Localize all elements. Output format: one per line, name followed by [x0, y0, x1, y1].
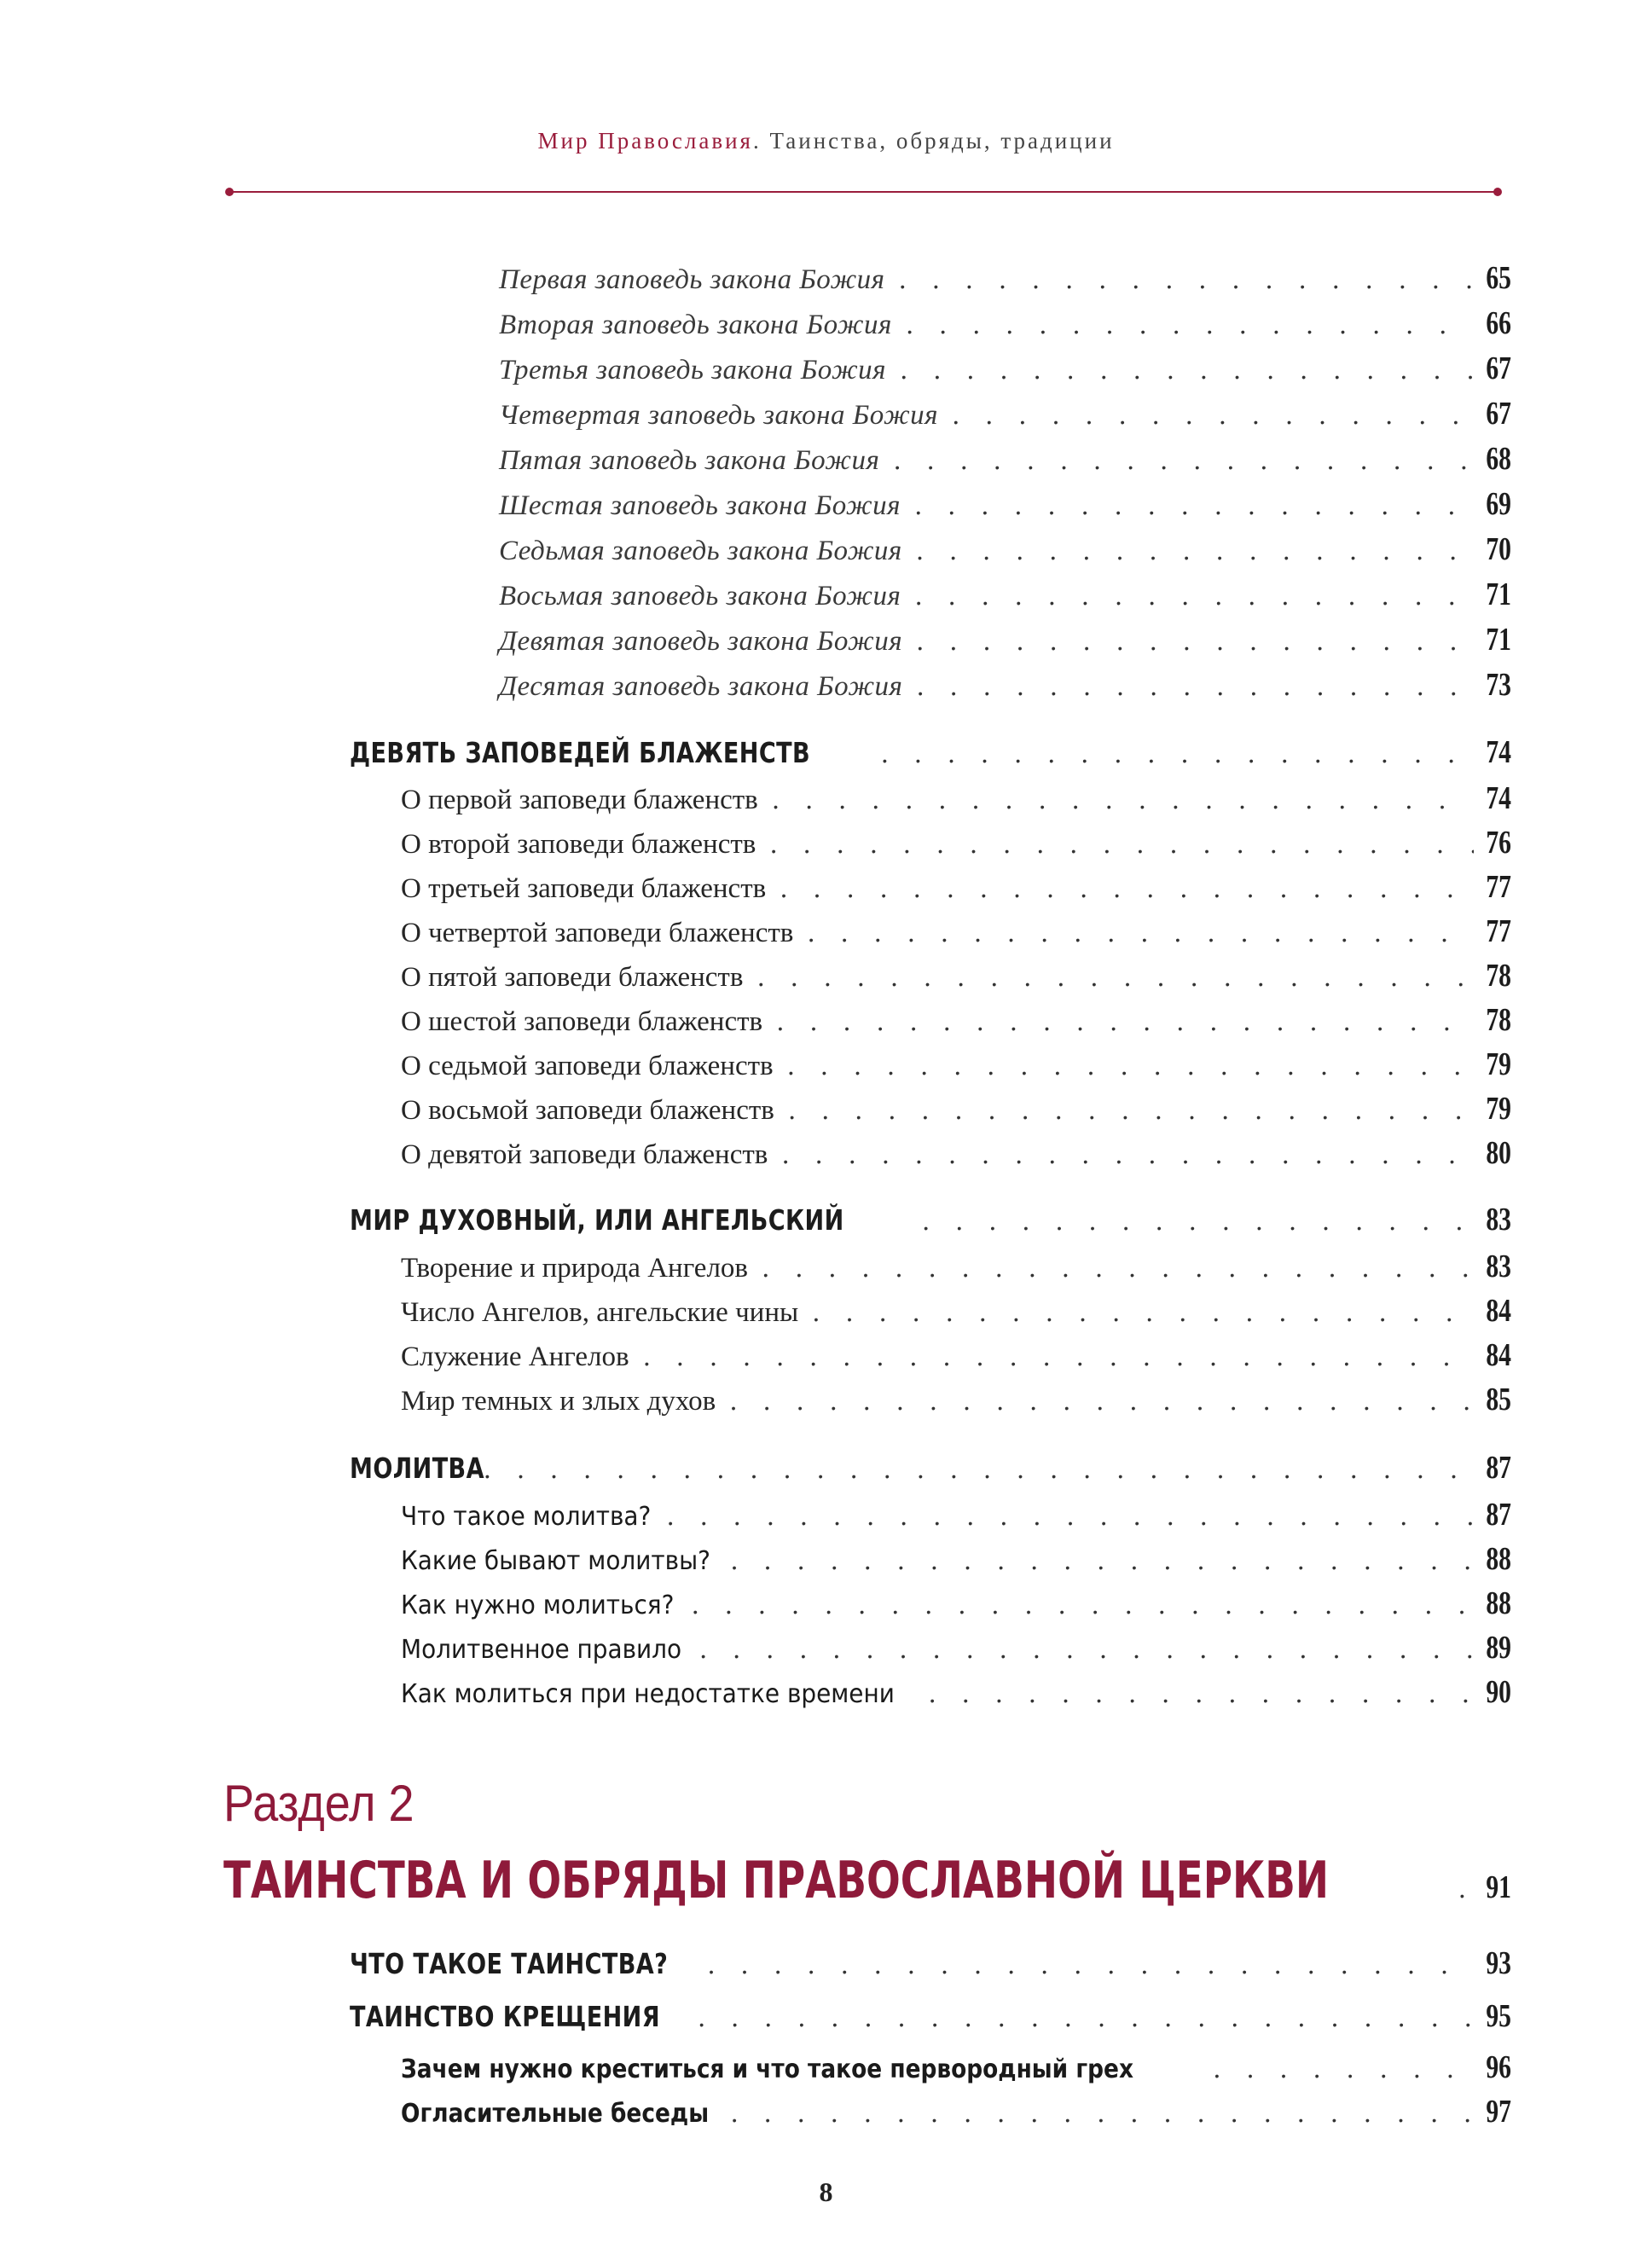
toc-entry[interactable] — [0, 385, 1652, 432]
dot-leader — [698, 2003, 1474, 2033]
dot-leader — [780, 874, 1474, 904]
toc-entry-label: Первая заповедь закона Божия — [499, 264, 885, 295]
toc-entry[interactable] — [0, 611, 1652, 658]
dot-leader — [787, 1052, 1474, 1081]
dot-leader — [707, 1950, 1474, 1980]
toc-entry[interactable] — [0, 1371, 1652, 1418]
toc-entry[interactable] — [0, 1486, 1652, 1533]
toc-entry[interactable] — [0, 1035, 1652, 1083]
dot-leader — [881, 739, 1474, 769]
toc-entry-label: Пятая заповедь закона Божия — [499, 445, 880, 476]
toc-page-number: 74 — [1486, 780, 1511, 816]
toc-entry-label: Что такое молитва? — [401, 1502, 652, 1532]
toc-section-baptism[interactable] — [0, 1987, 1652, 2035]
toc-page-number: 91 — [1486, 1869, 1511, 1905]
toc-section-prayer[interactable] — [0, 1439, 1652, 1487]
dot-leader — [769, 830, 1474, 860]
toc-section-title: МИР ДУХОВНЫЙ, ИЛИ АНГЕЛЬСКИЙ — [350, 1203, 844, 1237]
toc-entry[interactable] — [0, 339, 1652, 387]
toc-entry[interactable] — [0, 1124, 1652, 1172]
toc-page-number: 89 — [1486, 1630, 1511, 1666]
toc-entry[interactable] — [0, 1326, 1652, 1374]
toc-entry-label: Седьмая заповедь закона Божия — [499, 536, 902, 566]
part-title: ТАИНСТВА И ОБРЯДЫ ПРАВОСЛАВНОЙ ЦЕРКВИ — [223, 1851, 1330, 1910]
header-rule — [230, 191, 1497, 193]
toc-page-number: 67 — [1486, 351, 1511, 386]
dot-leader — [914, 491, 1474, 521]
toc-entry-label: О седьмой заповеди блаженств — [401, 1051, 774, 1081]
toc-page-number: 78 — [1486, 958, 1511, 994]
toc-part-title[interactable] — [0, 1834, 1652, 1910]
dot-leader — [928, 1679, 1474, 1709]
toc-entry[interactable] — [0, 475, 1652, 523]
toc-entry-label: Вторая заповедь закона Божия — [499, 310, 892, 340]
toc-entry-label: Как нужно молиться? — [401, 1591, 675, 1620]
running-header — [0, 128, 1652, 154]
toc-page-number: 77 — [1486, 869, 1511, 905]
toc-section-beatitudes[interactable] — [0, 723, 1652, 771]
dot-leader — [762, 1254, 1474, 1284]
toc-entry[interactable] — [0, 565, 1652, 613]
dot-leader — [906, 310, 1474, 340]
toc-entry-label: Какие бывают молитвы? — [401, 1546, 710, 1576]
toc-entry[interactable] — [0, 294, 1652, 342]
toc-entry[interactable] — [0, 249, 1652, 297]
dot-leader — [756, 963, 1474, 993]
toc-entry-label: О восьмой заповеди блаженств — [401, 1095, 774, 1126]
toc-entry[interactable] — [0, 1282, 1652, 1330]
dot-leader — [666, 1502, 1474, 1532]
toc-page-number: 87 — [1486, 1450, 1511, 1486]
dot-leader — [893, 446, 1474, 476]
dot-leader — [776, 1007, 1474, 1037]
dot-leader — [952, 401, 1474, 431]
toc-page-number: 97 — [1486, 2094, 1511, 2130]
toc-page-number: 78 — [1486, 1002, 1511, 1038]
toc-page-number: 68 — [1486, 441, 1511, 477]
toc-entry[interactable] — [0, 430, 1652, 478]
dot-leader — [788, 1096, 1474, 1126]
toc-page-number: 93 — [1486, 1945, 1511, 1981]
dot-leader — [699, 1635, 1474, 1665]
dot-leader — [1458, 1875, 1474, 1904]
dot-leader — [914, 582, 1474, 611]
toc-entry-label: Четвертая заповедь закона Божия — [499, 400, 938, 431]
toc-page-number: 83 — [1486, 1249, 1511, 1284]
dot-leader — [899, 265, 1474, 295]
toc-section-angels[interactable] — [0, 1191, 1652, 1238]
toc-page-number: 88 — [1486, 1541, 1511, 1577]
toc-page-number: 96 — [1486, 2049, 1511, 2085]
toc-page-number: 84 — [1486, 1293, 1511, 1329]
toc-section-title: ТАИНСТВО КРЕЩЕНИЯ — [350, 2000, 660, 2033]
toc-entry[interactable] — [0, 656, 1652, 704]
toc-page-number: 84 — [1486, 1337, 1511, 1373]
toc-entry-label: Девятая заповедь закона Божия — [499, 626, 903, 657]
toc-entry[interactable] — [0, 991, 1652, 1039]
toc-entry[interactable] — [0, 814, 1652, 861]
toc-entry[interactable] — [0, 947, 1652, 994]
toc-entry-label: О первой заповеди блаженств — [401, 785, 758, 815]
dot-leader — [484, 1455, 1474, 1485]
toc-entry[interactable] — [0, 1530, 1652, 1578]
toc-entry-label: О шестой заповеди блаженств — [401, 1006, 763, 1037]
header-subtitle: . Таинства, обряды, традиции — [752, 128, 1115, 154]
toc-entry[interactable] — [0, 2038, 1652, 2086]
dot-leader — [900, 356, 1474, 385]
toc-page-number: 71 — [1486, 577, 1511, 612]
dot-leader — [807, 919, 1474, 948]
toc-entry[interactable] — [0, 2083, 1652, 2130]
toc-section-title: МОЛИТВА — [350, 1452, 484, 1485]
page-number: 8 — [819, 2176, 833, 2207]
toc-page-number: 95 — [1486, 1998, 1511, 2034]
toc-entry-label: Творение и природа Ангелов — [401, 1253, 748, 1284]
dot-leader — [643, 1342, 1474, 1372]
toc-entry-label: О третьей заповеди блаженств — [401, 873, 767, 904]
dot-leader — [729, 1387, 1474, 1417]
dot-leader — [781, 1140, 1474, 1170]
toc-entry-label: Мир темных и злых духов — [401, 1386, 716, 1417]
toc-page-number: 66 — [1486, 305, 1511, 341]
dot-leader — [730, 2099, 1474, 2129]
toc-page-number: 88 — [1486, 1585, 1511, 1621]
toc-page-number: 80 — [1486, 1135, 1511, 1171]
dot-leader — [730, 1546, 1474, 1576]
toc-entry[interactable] — [0, 769, 1652, 817]
header-brand: Мир Православия — [537, 128, 753, 154]
toc-entry-label: Восьмая заповедь закона Божия — [499, 581, 901, 611]
toc-page-number: 76 — [1486, 825, 1511, 861]
toc-entry[interactable] — [0, 1663, 1652, 1711]
toc-entry[interactable] — [0, 1574, 1652, 1622]
toc-entry[interactable] — [0, 858, 1652, 906]
part-label: Раздел 2 — [223, 1775, 414, 1832]
dot-leader — [916, 627, 1474, 657]
toc-page-number: 71 — [1486, 622, 1511, 658]
dot-leader — [916, 672, 1474, 702]
toc-entry[interactable] — [0, 1237, 1652, 1285]
toc-page-number: 79 — [1486, 1091, 1511, 1127]
dot-leader — [916, 536, 1474, 566]
toc-page-number: 69 — [1486, 486, 1511, 522]
toc-entry-label: Десятая заповедь закона Божия — [499, 671, 903, 702]
toc-page-number: 70 — [1486, 531, 1511, 567]
toc-section-title: ДЕВЯТЬ ЗАПОВЕДЕЙ БЛАЖЕНСТВ — [350, 736, 811, 769]
toc-page-number: 83 — [1486, 1202, 1511, 1237]
toc-entry-label: Как молиться при недостатке времени — [401, 1679, 895, 1709]
toc-page-number: 73 — [1486, 667, 1511, 703]
toc-page-number: 90 — [1486, 1674, 1511, 1710]
toc-entry[interactable] — [0, 1080, 1652, 1127]
toc-page-number: 74 — [1486, 734, 1511, 770]
toc-section-title: ЧТО ТАКОЕ ТАИНСТВА? — [350, 1947, 669, 1980]
toc-entry[interactable] — [0, 902, 1652, 950]
toc-entry-label: О второй заповеди блаженств — [401, 829, 756, 860]
toc-entry[interactable] — [0, 520, 1652, 568]
toc-page-number: 79 — [1486, 1046, 1511, 1082]
toc-entry-label: О девятой заповеди блаженств — [401, 1139, 768, 1170]
toc-entry-label: О пятой заповеди блаженств — [401, 962, 744, 993]
toc-section-sacraments[interactable] — [0, 1934, 1652, 1982]
dot-leader — [692, 1591, 1474, 1620]
dot-leader — [922, 1207, 1474, 1237]
toc-entry-label: Огласительные беседы — [401, 2099, 710, 2129]
dot-leader — [1213, 2054, 1474, 2084]
toc-page-number: 77 — [1486, 913, 1511, 949]
dot-leader — [772, 785, 1474, 815]
toc-entry-label: Зачем нужно креститься и что такое первородный грех — [401, 2054, 1134, 2084]
toc-page-number: 67 — [1486, 396, 1511, 432]
toc-entry-label: Молитвенное правило — [401, 1635, 682, 1665]
toc-entry-label: Служение Ангелов — [401, 1342, 629, 1372]
toc-entry-label: Третья заповедь закона Божия — [499, 355, 887, 385]
toc-entry-label: О четвертой заповеди блаженств — [401, 918, 794, 948]
toc-entry[interactable] — [0, 1619, 1652, 1666]
toc-entry-label: Шестая заповедь закона Божия — [499, 490, 901, 521]
dot-leader — [812, 1298, 1474, 1328]
toc-page-number: 85 — [1486, 1382, 1511, 1417]
toc-page-number: 65 — [1486, 260, 1511, 296]
toc-entry-label: Число Ангелов, ангельские чины — [401, 1297, 799, 1328]
toc-page-number: 87 — [1486, 1497, 1511, 1533]
